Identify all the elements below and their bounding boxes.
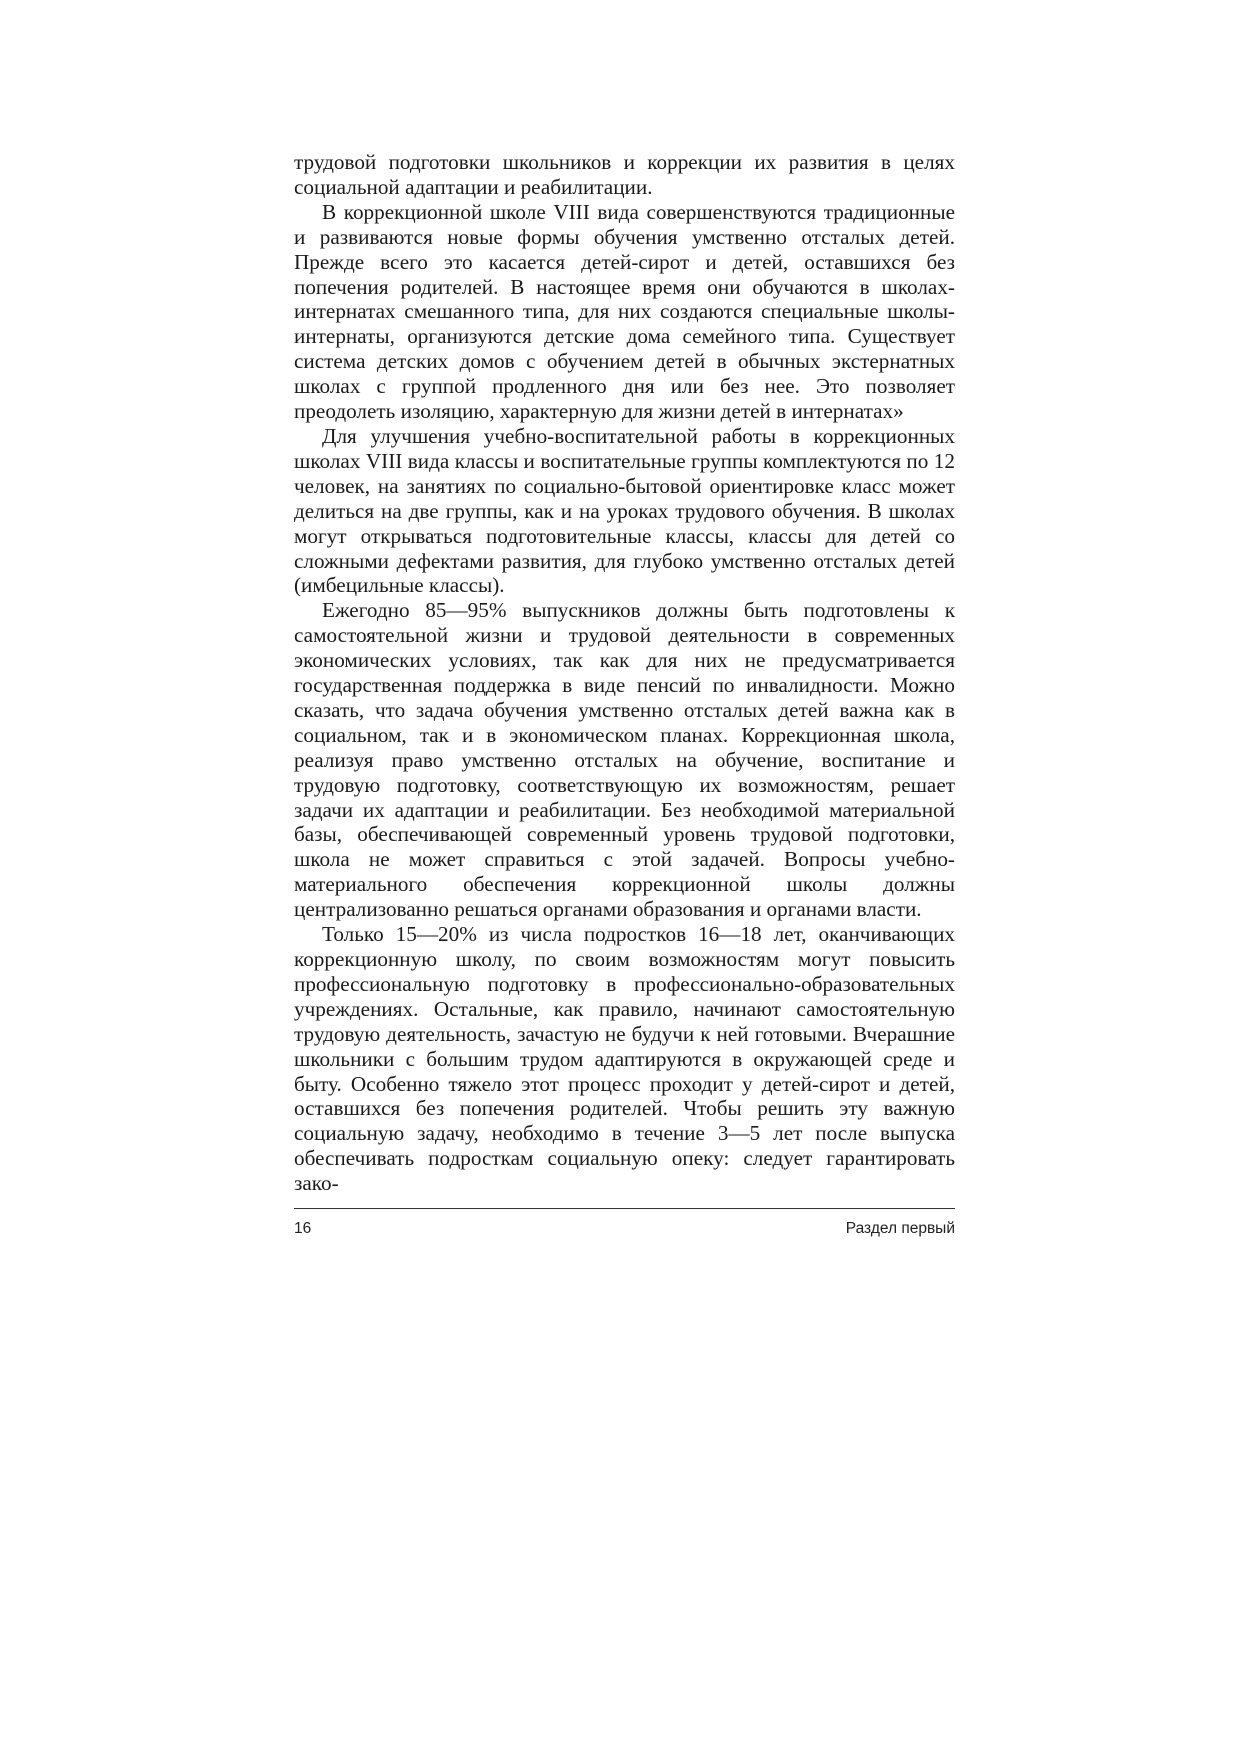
paragraph: Ежегодно 85—95% выпускников должны быть подготовлены к самостоятельной жизни и трудовой деятельности в современных экономических условиях, так как для них не предусматривается государственная поддержка в виде пенсий по инвалидности. Можно сказать, что задача обучения умственно отсталых детей важна как в социальном, так и в экономическом планах. Коррекционная школа, реализуя право умственно отсталых на обучение, воспитание и трудовую подготовку, соответствующую их возможностям, решает задачи их адаптации и реабилитации. Без необходимой материальной базы, обеспечивающей современный уровень трудовой подготовки, школа не может справиться с этой задачей. Вопросы учебно-материального обеспечения коррекционной школы должны централизованно решаться органами образования и органами власти. xyxy=(294,598,955,922)
paragraph-continued: трудовой подготовки школьников и коррекции их развития в целях социальной адаптации и реабилитации. xyxy=(294,150,955,199)
footer-divider xyxy=(294,1208,955,1209)
paragraph: Для улучшения учебно-воспитательной работы в коррекционных школах VIII вида классы и воспитательные группы комплектуются по 12 человек, на занятиях по социально-бытовой ориентировке класс может делиться на две группы, как и на уроках трудового обучения. В школах могут открываться подготовительные классы, классы для детей со сложными дефектами развития, для глубоко умственно отсталых детей (имбецильные классы). xyxy=(294,423,955,598)
body-text xyxy=(294,150,955,1196)
page-number: 16 xyxy=(294,1220,312,1237)
paragraph: Только 15—20% из числа подростков 16—18 лет, оканчивающих коррекционную школу, по своим возможностям могут повысить профессиональную подготовку в профессионально-образовательных учреждениях. Остальные, как правило, начинают самостоятельную трудовую деятельность, зачастую не будучи к ней готовыми. Вчерашние школьники с большим трудом адаптируются в окружающей среде и быту. Особенно тяжело этот процесс проходит у детей-сирот и детей, оставшихся без попечения родителей. Чтобы решить эту важную социальную задачу, необходимо в течение 3—5 лет после выпуска обеспечивать подросткам социальную опеку: следует гарантировать зако- xyxy=(294,922,955,1196)
paragraph: В коррекционной школе VIII вида совершенствуются традиционные и развиваются новые формы обучения умственно отсталых детей. Прежде всего это касается детей-сирот и детей, оставшихся без попечения родителей. В настоящее время они обучаются в школах-интернатах смешанного типа, для них создаются специальные школы-интернаты, организуются детские дома семейного типа. Существует система детских домов с обучением детей в обычных экстернатных школах с группой продленного дня или без нее. Это позволяет преодолеть изоляцию, характерную для жизни детей в интернатах» xyxy=(294,199,955,424)
running-section-title: Раздел первый xyxy=(845,1220,955,1237)
